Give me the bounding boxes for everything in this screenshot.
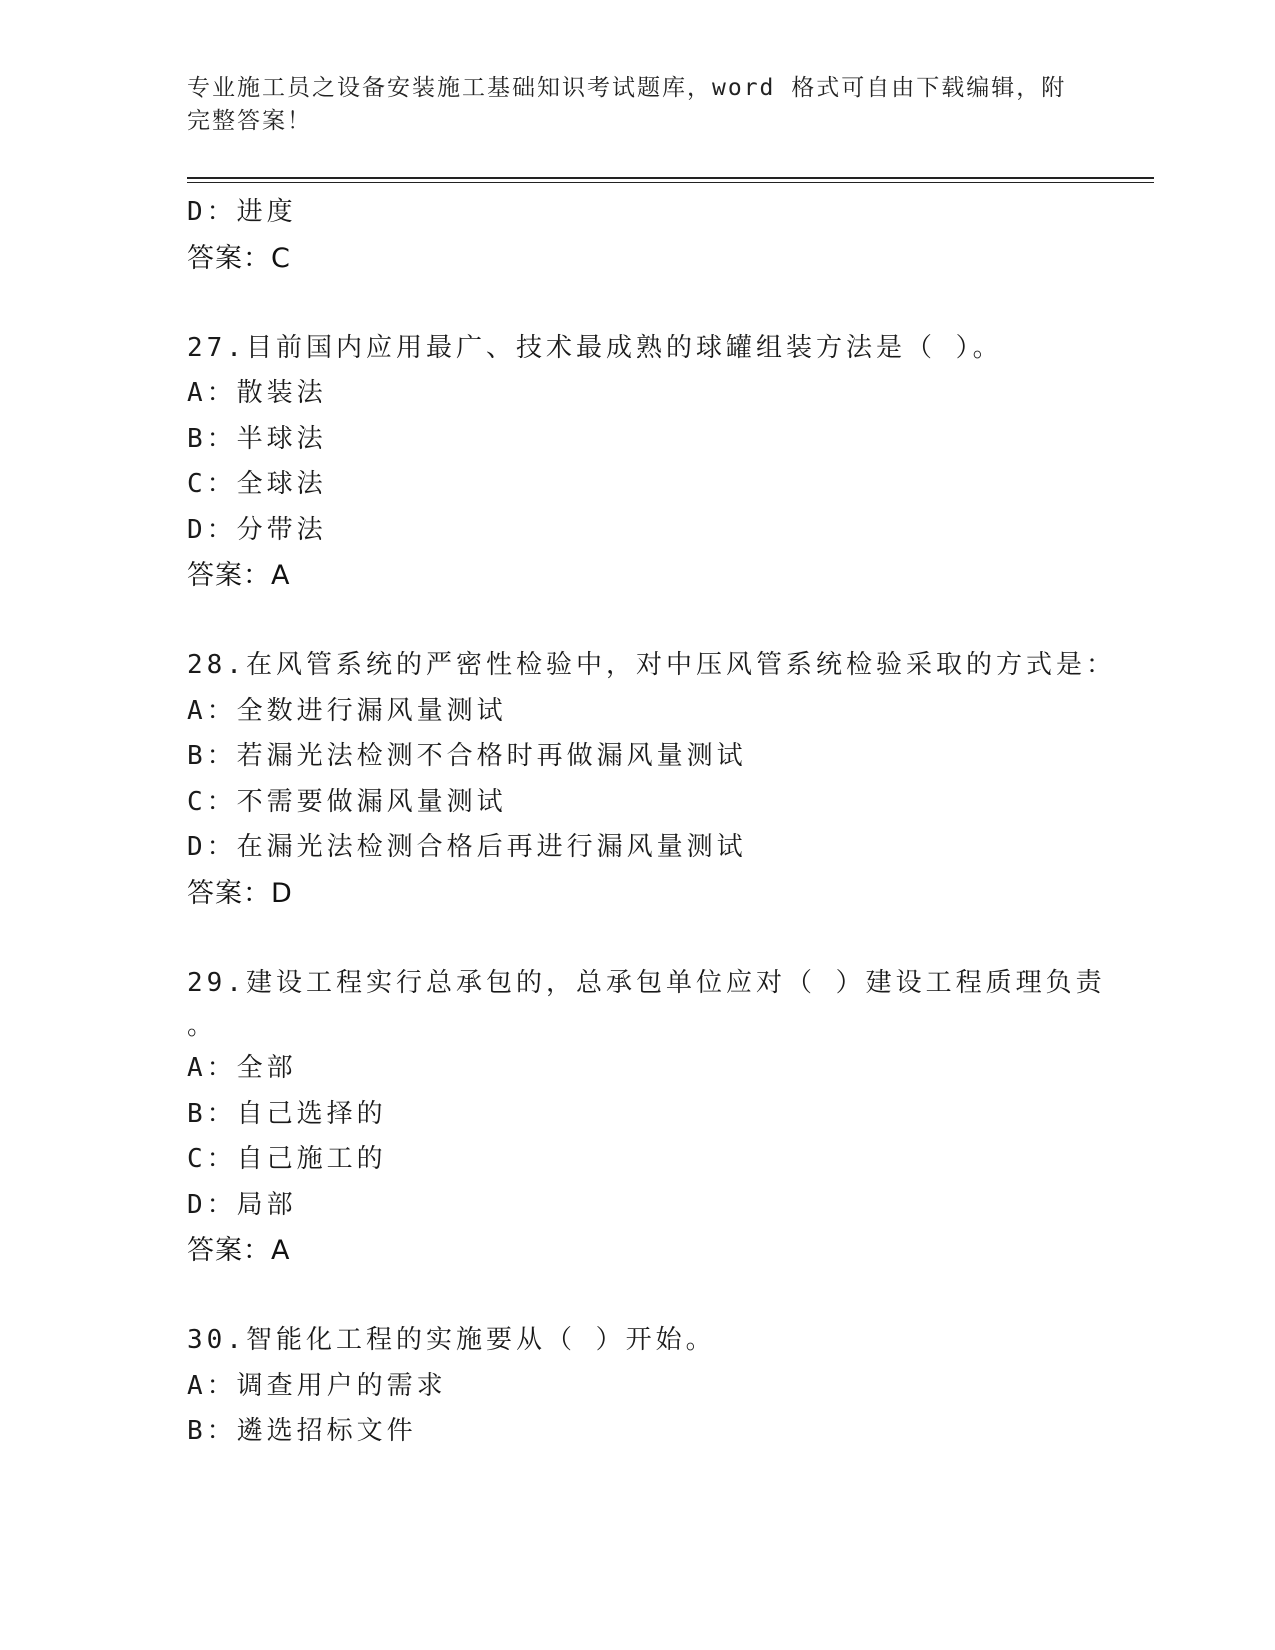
question-stem: 30.智能化工程的实施要从（ ）开始。 (187, 1325, 716, 1355)
option-a: A：全数进行漏风量测试 (187, 695, 507, 726)
option-a: A：调查用户的需求 (187, 1370, 447, 1401)
option-d: D：局部 (187, 1189, 297, 1220)
spacer (187, 599, 1087, 643)
option-d: D：在漏光法检测合格后再进行漏风量测试 (187, 832, 747, 862)
option-b: B：半球法 (187, 423, 327, 454)
question-list (187, 190, 1116, 1455)
answer-line: 答案：D (187, 877, 293, 909)
option-c: C：自己施工的 (187, 1144, 387, 1174)
answer-line: 答案：A (187, 1235, 291, 1266)
option-b: B：若漏光法检测不合格时再做漏风量测试 (187, 741, 747, 771)
option-c: C：全球法 (187, 469, 327, 499)
answer-line: 答案：A (187, 560, 291, 591)
spacer (187, 1274, 1087, 1318)
answer-line: 答案：C (187, 242, 291, 274)
option-b: B：自己选择的 (187, 1098, 387, 1129)
option-a: A：全部 (187, 1053, 297, 1083)
option-d: D：进度 (187, 197, 297, 227)
document-header: 专业施工员之设备安装施工基础知识考试题库，word 格式可自由下载编辑，附完整答案！ (187, 75, 1067, 134)
option-b: B：遴选招标文件 (187, 1416, 417, 1446)
option-c: C：不需要做漏风量测试 (187, 786, 507, 817)
question-stem: 27.目前国内应用最广、技术最成熟的球罐组装方法是（ ）。 (187, 332, 1003, 363)
question-stem: 28.在风管系统的严密性检验中，对中压风管系统检验采取的方式是： (187, 650, 1116, 680)
question-stem-continuation: 。 (187, 1011, 218, 1041)
spacer (187, 917, 1087, 961)
option-d: D：分带法 (187, 514, 327, 545)
question-stem: 29.建设工程实行总承包的，总承包单位应对（ ）建设工程质理负责 (187, 967, 1106, 998)
spacer (187, 282, 1087, 326)
header-divider (187, 177, 1154, 183)
option-a: A：散装法 (187, 378, 327, 408)
